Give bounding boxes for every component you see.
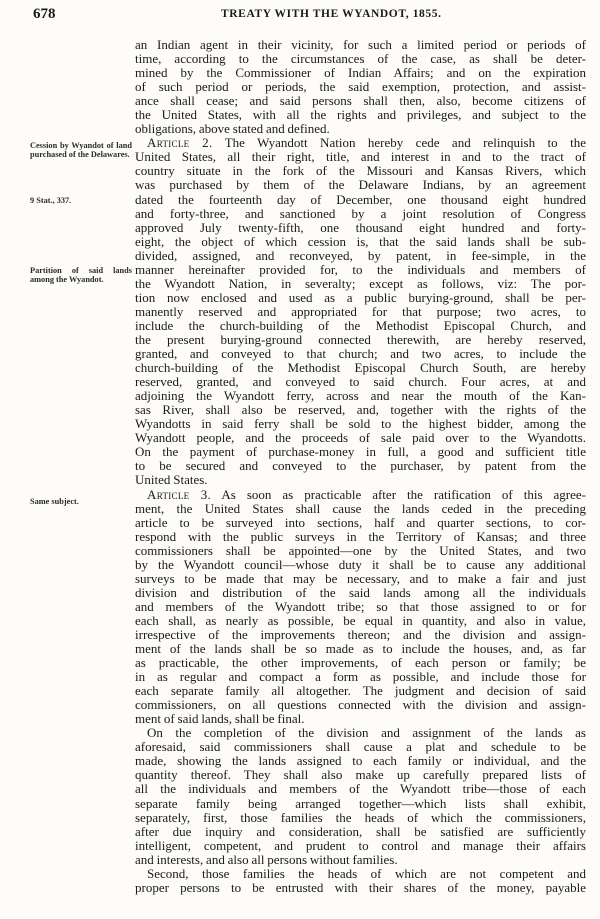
text-line: each shall, as nearly as possible, be equal in quantity, and also in value, — [135, 612, 586, 628]
text-line: all the individuals and members of the Wyandott tribe—those of each — [135, 781, 586, 797]
text-line: reserved, granted, and conveyed to said church. Four acres, at and — [135, 374, 586, 390]
text-line: ment, the United States shall cause the lands ceded in the preceding — [135, 500, 586, 516]
text-line: ment of said lands, shall be final. — [135, 711, 305, 727]
text-line: and forty-three, and sanctioned by a joint resolution of Congress — [135, 205, 586, 221]
text-line: commissioners, on all questions connected with the division and assign- — [135, 697, 586, 713]
text-line: ment of the lands shall be so made as to include the houses, and, as far — [135, 641, 586, 657]
margin-note-statute: 9 Stat., 337. — [30, 196, 72, 205]
article-2-first-line — [135, 136, 586, 150]
text-line: was purchased by them of the Delaware Indians, by an agreement — [135, 177, 586, 193]
text-line: United States, all their right, title, and interest in and to the tract of — [135, 149, 586, 165]
text-line: the present burying-ground connected therewith, are hereby reserved, — [135, 331, 586, 347]
text-line: church-building of the Methodist Episcopal Church South, are hereby — [135, 360, 586, 376]
running-head: TREATY WITH THE WYANDOT, 1855. — [221, 8, 442, 20]
text-line: intelligent, competent, and prudent to control and manage their affairs — [135, 837, 586, 853]
text-fragment: As soon as practicable after the ratification of this agree- — [211, 486, 586, 502]
text-line: commissioners shall be appointed—one by the United States, and two — [135, 542, 586, 558]
text-line: each separate family all altogether. The judgment and decision of said — [135, 683, 586, 699]
text-line: after due inquiry and consideration, shall be satisfied are sufficiently — [135, 823, 586, 839]
text-line: surveys to be made that may be necessary, and to make a fair and just — [135, 570, 586, 586]
text-line: On the payment of purchase-money in full, a good and sufficient title — [135, 444, 586, 460]
margin-note-partition: Partition of said lands among the Wyandot. — [30, 266, 132, 285]
article-heading: Article 2. — [147, 135, 213, 151]
text-line: include the church-building of the Methodist Episcopal Church, and — [135, 317, 586, 333]
text-line: by the Wyandott council—whose duty it shall be to cause any additional — [135, 556, 586, 572]
text-line: dated the fourteenth day of December, one thousand eight hundred — [135, 191, 586, 207]
text-line: granted, and conveyed to that church; and two acres, to include the — [135, 346, 586, 362]
text-fragment: The Wyandott Nation hereby cede and relinquish to the — [212, 135, 586, 151]
text-line: sas River, shall also be reserved, and, together with the rights of the — [135, 402, 586, 418]
text-line: made, showing the lands assigned to each family or individual, and the — [135, 753, 586, 769]
text-line: time, according to the circumstances of the case, as shall be deter- — [135, 51, 586, 67]
text-line: division and distribution of the said lands among all the individuals — [135, 584, 586, 600]
text-line: country situate in the fork of the Missouri and Kansas Rivers, which — [135, 163, 586, 179]
text-line: irrespective of the improvements thereon; and the division and assign- — [135, 626, 586, 642]
text-line: an Indian agent in their vicinity, for such a limited period or periods of — [135, 37, 586, 52]
text-line: United States. — [135, 472, 208, 488]
text-line: manently reserved and appropriated for that purpose; two acres, to — [135, 303, 586, 319]
text-line: the United States, with all the rights and privileges, and subject to the — [135, 107, 586, 123]
text-line: Wyandott people, and the proceeds of sale paid over to the Wyandotts. — [135, 430, 586, 446]
text-line: and interests, and also all persons without families. — [135, 851, 398, 867]
text-line: ance shall cease; and said persons shall then, also, become citizens of — [135, 93, 586, 109]
treaty-text — [135, 38, 586, 895]
text-line: aforesaid, said commissioners shall cause a plat and schedule to be — [135, 739, 586, 755]
text-line: to be secured and conveyed to the purchaser, by patent from the — [135, 458, 586, 474]
text-line: the Wyandott Nation, in severalty; except as follows, viz: The por- — [135, 275, 586, 291]
text-line: quantity thereof. They shall also make up carefully prepared lists of — [135, 767, 586, 783]
text-line: tion now enclosed and used as a public burying-ground, shall be per- — [135, 289, 586, 305]
text-line: and members of the Wyandott tribe; so that those assigned to or for — [135, 598, 586, 614]
text-line: divided, assigned, and reconveyed, by patent, in fee-simple, in the — [135, 247, 586, 263]
page-header — [33, 6, 588, 26]
text-line: adjoining the Wyandott ferry, across and near the mouth of the Kan- — [135, 388, 586, 404]
text-line: mined by the Commissioner of Indian Affairs; and on the expiration — [135, 65, 586, 81]
text-line: article to be surveyed into sections, half and quarter sections, to cor- — [135, 514, 586, 530]
text-line: approved July twenty-fifth, one thousand eight hundred and forty- — [135, 219, 586, 235]
text-line: of such period or periods, the said exemption, protection, and assist- — [135, 79, 586, 95]
text-line: respond with the public surveys in the Territory of Kansas; and three — [135, 528, 586, 544]
article-3-first-line — [135, 488, 586, 502]
text-line: eight, the object of which cession is, that the said lands shall be sub- — [135, 233, 586, 249]
text-line: obligations, above stated and defined. — [135, 121, 330, 137]
margin-note-same-subject: Same subject. — [30, 497, 79, 506]
text-line: in as regular and compact a form as possible, and include those for — [135, 669, 586, 685]
text-line: Second, those families the heads of which are not competent and — [147, 865, 586, 881]
margin-note-cession: Cession by Wyandot of land purchased of the Delawares. — [30, 141, 132, 160]
text-line: On the completion of the division and assignment of the lands as — [147, 725, 586, 741]
page-number: 678 — [33, 6, 56, 22]
text-line: proper persons to be entrusted with their shares of the money, payable — [135, 879, 586, 895]
text-line: as practicable, the other improvements, of each person or family; be — [135, 655, 586, 671]
text-line: separate family being arranged together—which lists shall exhibit, — [135, 795, 586, 811]
article-heading: Article 3. — [147, 486, 212, 502]
text-line: Wyandotts in said ferry shall be sold to the highest bidder, among the — [135, 416, 586, 432]
text-line: separately, first, those families the heads of which the commissioners, — [135, 809, 586, 825]
text-line: manner hereinafter provided for, to the individuals and members of — [135, 261, 586, 277]
